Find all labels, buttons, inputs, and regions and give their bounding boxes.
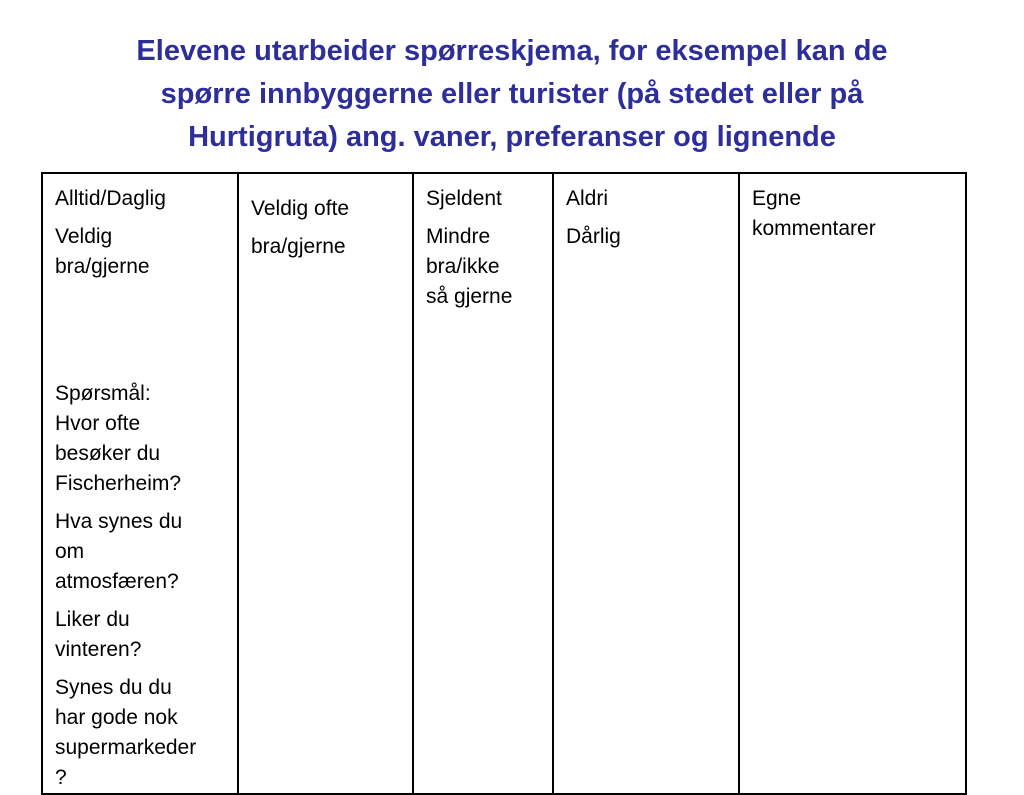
rating-label: så gjerne <box>426 285 513 308</box>
question-text: vinteren? <box>55 638 142 661</box>
question-text: besøker du <box>55 442 161 465</box>
column-heading-seldom: Sjeldent <box>426 187 502 210</box>
rating-label: bra/gjerne <box>55 255 150 278</box>
table-row <box>42 173 966 794</box>
rating-label: Mindre <box>426 225 491 248</box>
column-seldom <box>413 173 553 794</box>
questions-label: Spørsmål: <box>55 382 151 405</box>
question-text: Hvor ofte <box>55 412 141 435</box>
slide-title <box>40 30 984 159</box>
column-never <box>553 173 739 794</box>
column-heading-comments: kommentarer <box>752 217 876 240</box>
survey-table <box>41 172 967 795</box>
column-always-daily <box>42 173 238 794</box>
question-text: Liker du <box>55 608 130 631</box>
question-text: Hva synes du <box>55 510 183 533</box>
rating-label: bra/ikke <box>426 255 500 278</box>
question-text: atmosfæren? <box>55 570 179 593</box>
question-text: har gode nok <box>55 706 178 729</box>
rating-label: Veldig <box>55 225 113 248</box>
title-line-1: Elevene utarbeider spørreskjema, for eksempel kan de <box>136 35 888 67</box>
column-heading-comments: Egne <box>752 187 802 210</box>
question-text: om <box>55 540 85 563</box>
question-text: ? <box>55 766 67 789</box>
question-text: Synes du du <box>55 676 172 699</box>
column-heading-very-often: Veldig ofte <box>251 197 350 220</box>
title-line-2: spørre innbyggerne eller turister (på stedet eller på <box>160 78 864 110</box>
column-own-comments <box>739 173 966 794</box>
column-heading-never: Aldri <box>566 187 609 210</box>
column-heading-always: Alltid/Daglig <box>55 187 166 210</box>
question-text: supermarkeder <box>55 736 197 759</box>
rating-label: bra/gjerne <box>251 235 346 258</box>
title-line-3: Hurtigruta) ang. vaner, preferanser og lignende <box>188 121 836 153</box>
column-very-often <box>238 173 413 794</box>
rating-label: Dårlig <box>566 225 621 248</box>
question-text: Fischerheim? <box>55 472 182 495</box>
